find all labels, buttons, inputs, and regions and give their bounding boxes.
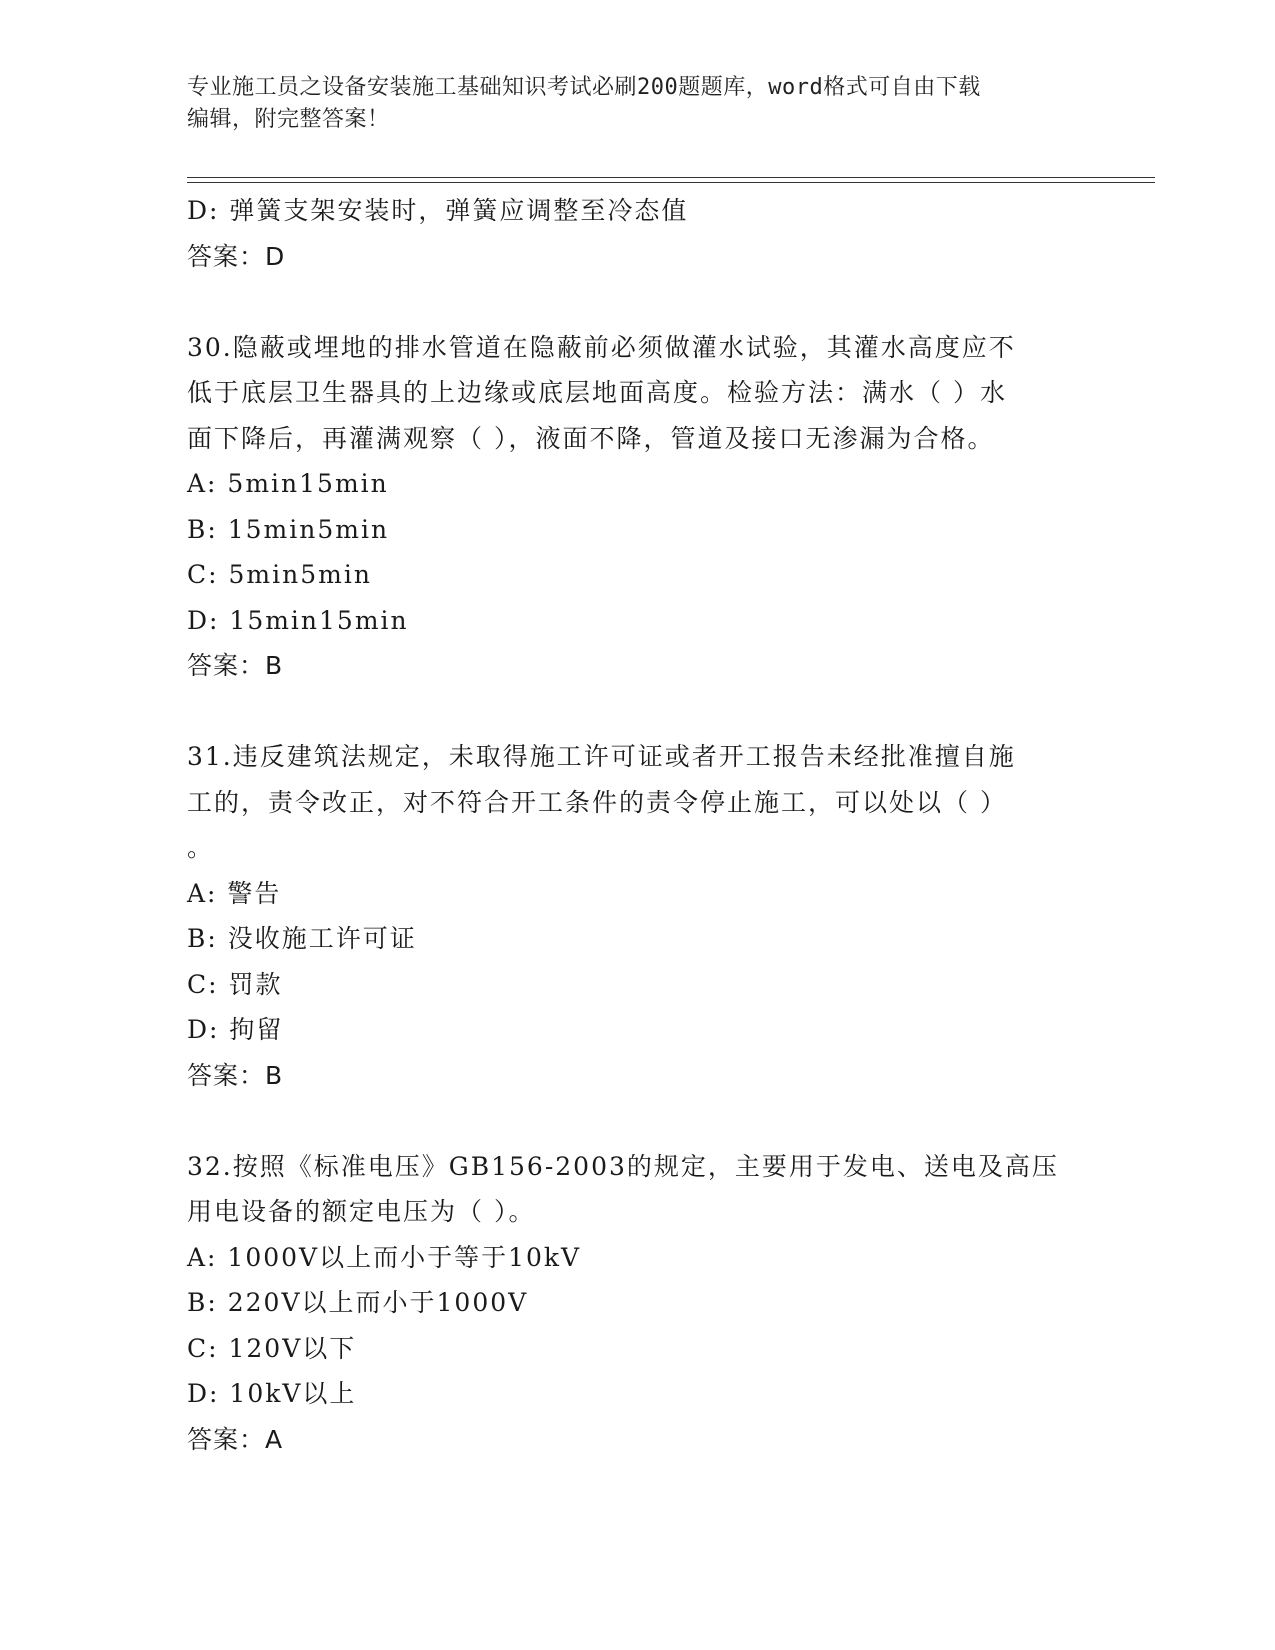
answer-line: 答案：B [187,1060,284,1090]
question-stem-line: 30.隐蔽或埋地的排水管道在隐蔽前必须做灌水试验，其灌水高度应不 [187,332,1016,362]
question-stem-line: 面下降后，再灌满观察（ ），液面不降，管道及接口无渗漏为合格。 [187,423,995,453]
option-c: C: 罚款 [187,969,283,999]
option-d: D: 拘留 [187,1015,284,1044]
answer-line: 答案：D [187,241,286,271]
header-divider-bottom [187,182,1155,183]
option-a: A: 1000V以上而小于等于10kV [187,1242,582,1272]
header-title-line-1: 专业施工员之设备安装施工基础知识考试必刷200题题库，word格式可自由下载 [187,75,981,100]
question-31 [187,734,1087,1098]
spacer [187,279,1087,325]
question-list [187,188,1087,1462]
header-divider-top [187,177,1155,178]
answer-line: 答案：A [187,1424,284,1454]
option-b: B: 220V以上而小于1000V [187,1288,529,1317]
option-c: C: 120V以下 [187,1333,357,1363]
question-32 [187,1144,1087,1463]
option-d: D: 弹簧支架安装时，弹簧应调整至冷态值 [187,196,689,225]
option-a: A: 警告 [187,878,282,908]
option-d: D: 15min15min [187,605,409,635]
question-30 [187,325,1087,689]
answer-line: 答案：B [187,651,284,680]
question-stem-line: 低于底层卫生器具的上边缘或底层地面高度。检验方法：满水（ ）水 [187,378,1007,407]
option-b: B: 15min5min [187,514,390,544]
question-stem-line: 32.按照《标准电压》GB156-2003的规定，主要用于发电、送电及高压 [187,1151,1059,1181]
option-d: D: 10kV以上 [187,1379,357,1408]
option-a: A: 5min15min [187,469,389,498]
question-stem-line: 31.违反建筑法规定，未取得施工许可证或者开工报告未经批准擅自施 [187,742,1016,771]
question-stem-line: 工的，责令改正，对不符合开工条件的责令停止施工，可以处以（ ） [187,787,1007,817]
document-header [187,72,1087,136]
spacer [187,689,1087,735]
option-c: C: 5min5min [187,560,372,589]
question-stem-line: 用电设备的额定电压为（ ）。 [187,1197,536,1226]
question-stem-line: 。 [187,833,215,862]
spacer [187,1098,1087,1144]
option-b: B: 没收施工许可证 [187,924,417,953]
header-title-line-2: 编辑，附完整答案！ [187,107,390,132]
